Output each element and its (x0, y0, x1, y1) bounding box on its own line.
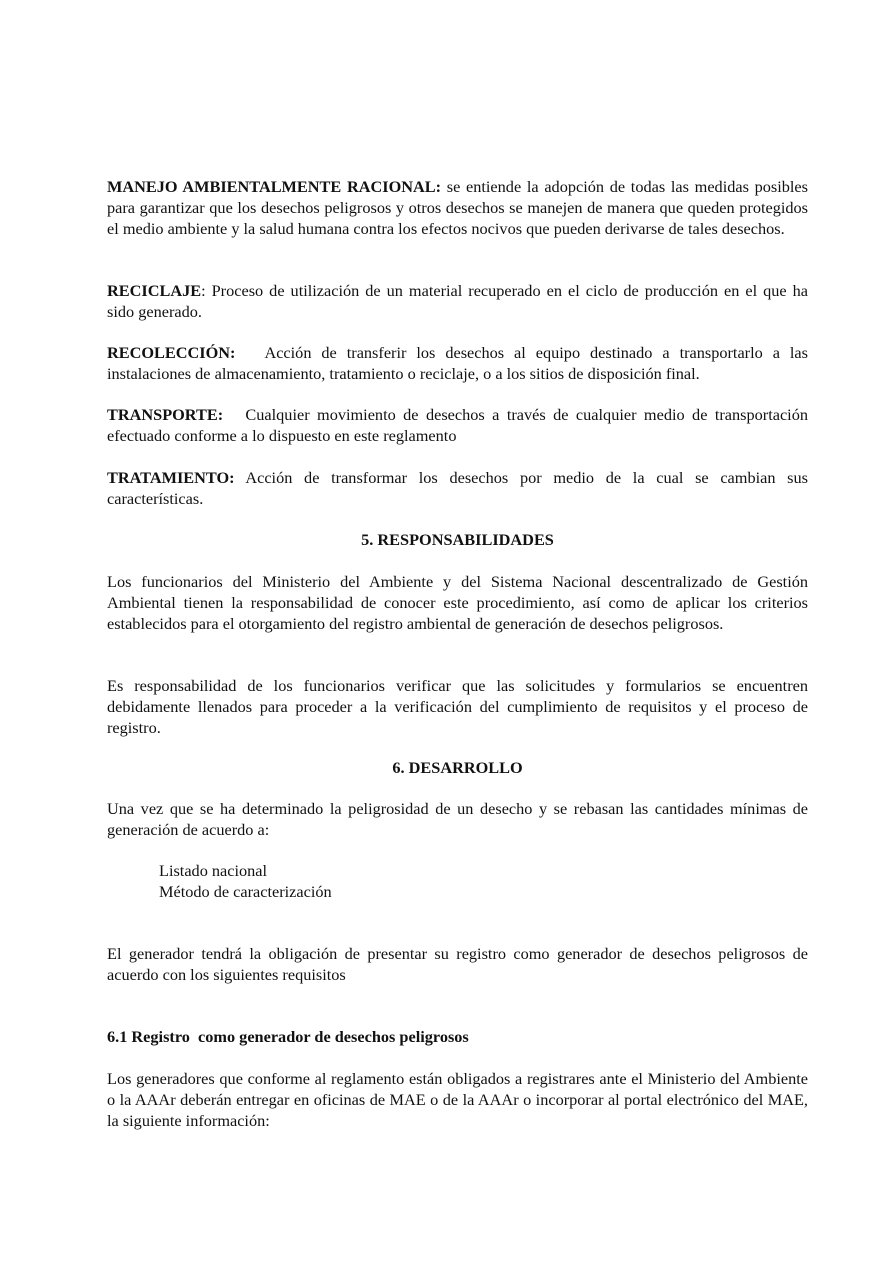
desarrollo-obligation: El generador tendrá la obligación de presentar su registro como generador de desechos peligrosos de acuerdo con los siguientes requisitos (107, 944, 808, 984)
responsabilidades-paragraph-1: Los funcionarios del Ministerio del Ambiente y del Sistema Nacional descentralizado de Gestión Ambiental tienen la responsabilidad de conocer este procedimiento, así como de aplicar los criterios establecidos para el otorgamiento del registro ambiental de generación de desechos peligrosos. (107, 572, 808, 633)
definition-term: RECICLAJE (107, 281, 202, 300)
definition-tratamiento (107, 468, 808, 510)
definition-text: Cualquier movimiento de desechos a través de cualquier medio de transportación efectuado conforme a lo dispuesto en este reglamento (107, 405, 813, 445)
criteria-list (107, 861, 860, 903)
definition-term: TRATAMIENTO: (107, 468, 235, 487)
definition-transporte (107, 405, 813, 447)
desarrollo-intro: Una vez que se ha determinado la peligrosidad de un desecho y se rebasan las cantidades mínimas de generación de acuerdo a: (107, 799, 808, 839)
list-item: Método de caracterización (159, 881, 332, 901)
definition-term: TRANSPORTE: (107, 405, 224, 424)
section-heading-desarrollo: 6. DESARROLLO (392, 758, 523, 777)
definition-manejo-ambientalmente-racional (107, 177, 808, 239)
section-heading-responsabilidades: 5. RESPONSABILIDADES (361, 530, 554, 549)
definition-text: se entiende la adopción de todas las medidas posibles para garantizar que los desechos peligrosos y otros desechos se manejen de manera que queden protegidos el medio ambiente y la salud humana contra los efectos nocivos que pueden derivarse de tales desechos. (107, 177, 808, 238)
responsabilidades-paragraph-2: Es responsabilidad de los funcionarios verificar que las solicitudes y formularios se encuentren debidamente llenados para proceder a la verificación del cumplimiento de requisitos y el proceso de registro. (107, 676, 808, 737)
definition-text: Acción de transformar los desechos por medio de la cual se cambian sus características. (107, 468, 808, 508)
definition-text: Acción de transferir los desechos al equipo destinado a transportarlo a las instalaciones de almacenamiento, tratamiento o reciclaje, o a los sitios de disposición final. (107, 343, 813, 383)
definition-reciclaje (107, 281, 808, 323)
subsection-heading-registro: 6.1 Registro como generador de desechos peligrosos (107, 1027, 469, 1046)
registro-paragraph: Los generadores que conforme al reglamento están obligados a registrares ante el Ministerio del Ambiente o la AAAr deberán entregar en oficinas de MAE o de la AAAr o incorporar al portal electrónico del MAE, la siguiente información: (107, 1069, 808, 1130)
definition-term: MANEJO AMBIENTALMENTE RACIONAL: (107, 177, 442, 196)
definition-text: : Proceso de utilización de un material recuperado en el ciclo de producción en el que ha sido generado. (107, 281, 808, 321)
list-item: Listado nacional (159, 861, 268, 880)
definition-recoleccion (107, 343, 813, 385)
definition-term: RECOLECCIÓN: (107, 343, 236, 362)
